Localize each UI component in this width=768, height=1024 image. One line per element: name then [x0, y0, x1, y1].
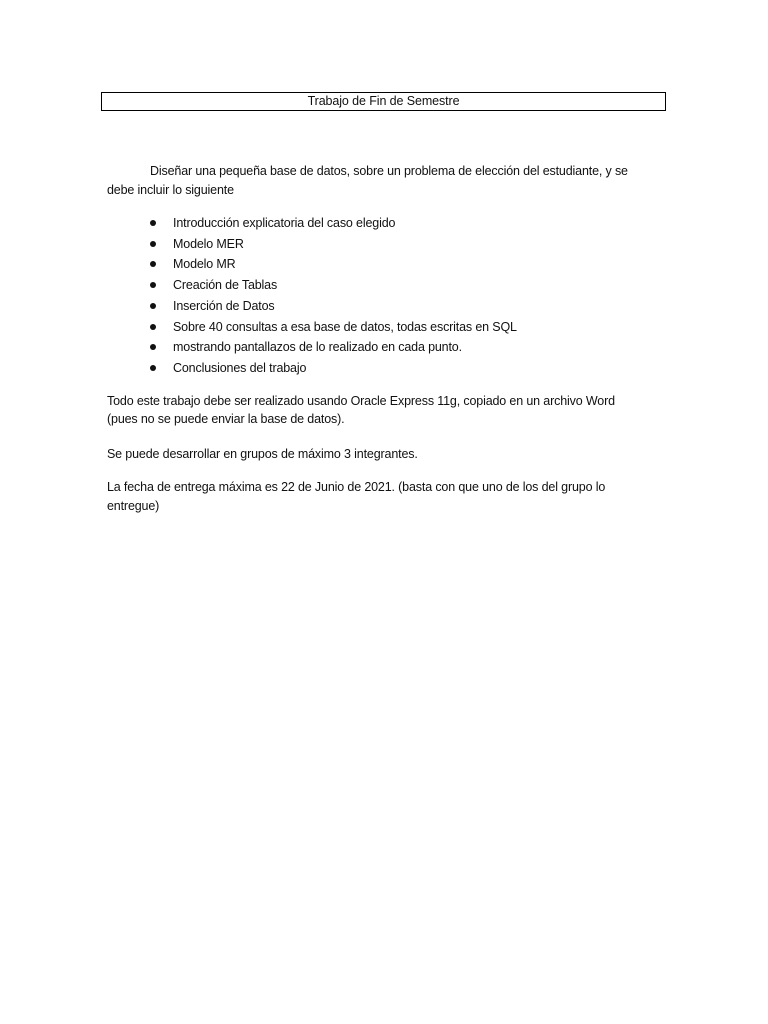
bullet-icon	[150, 282, 156, 288]
list-item-label: Sobre 40 consultas a esa base de datos, todas escritas en SQL	[173, 319, 517, 334]
bullet-icon	[150, 324, 156, 330]
list-item-label: Creación de Tablas	[173, 278, 278, 293]
list-item-label: Modelo MR	[173, 257, 236, 272]
list-item-label: Inserción de Datos	[173, 298, 275, 313]
bullet-icon	[150, 220, 156, 226]
list-item-label: Conclusiones del trabajo	[173, 360, 307, 375]
intro-line-1: Diseñar una pequeña base de datos, sobre un problema de elección del estudiante, y se	[150, 164, 628, 178]
list-item-label: mostrando pantallazos de lo realizado en cada punto.	[173, 340, 462, 355]
bullet-icon	[150, 365, 156, 371]
intro-line-2: debe incluir lo siguiente	[107, 183, 234, 197]
bullet-icon	[150, 344, 156, 350]
bullet-icon	[150, 303, 156, 309]
list-item-label: Introducción explicatoria del caso elegido	[173, 216, 396, 230]
tools-paragraph-line-1: Todo este trabajo debe ser realizado usando Oracle Express 11g, copiado en un archivo Word	[107, 394, 615, 408]
bullet-icon	[150, 241, 156, 247]
list-item-label: Modelo MER	[173, 236, 244, 251]
tools-paragraph-line-2: (pues no se puede enviar la base de datos).	[107, 412, 345, 426]
deadline-paragraph-line-1: La fecha de entrega máxima es 22 de Junio de 2021. (basta con que uno de los del grupo lo	[107, 480, 606, 494]
document-title: Trabajo de Fin de Semestre	[101, 92, 666, 111]
deadline-paragraph-line-2: entregue)	[107, 499, 160, 513]
groups-paragraph: Se puede desarrollar en grupos de máximo 3 integrantes.	[107, 447, 418, 461]
bullet-icon	[150, 261, 156, 267]
